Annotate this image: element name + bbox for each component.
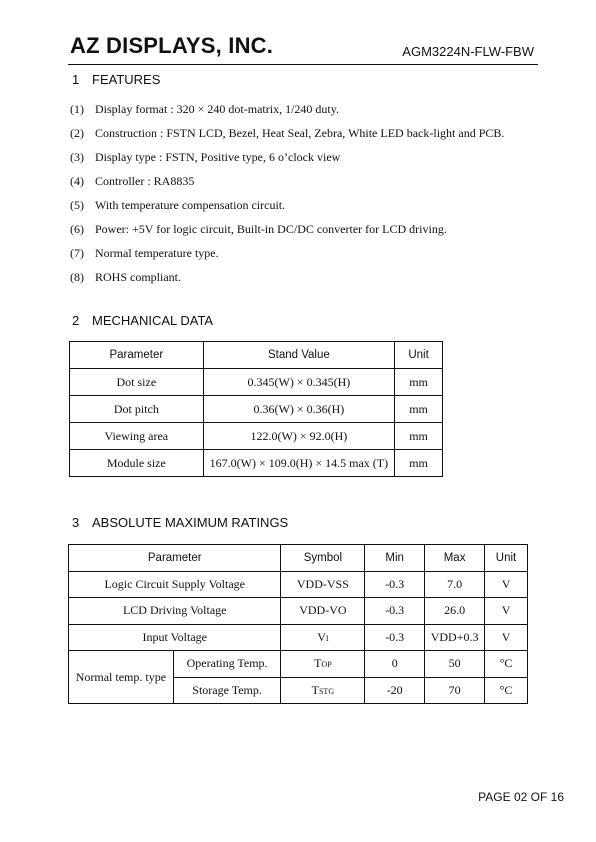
- feature-index: (7): [70, 246, 84, 260]
- table-cell: 70: [425, 677, 485, 704]
- feature-text: Display format : 320 × 240 dot-matrix, 1/240 duty.: [95, 102, 339, 116]
- feature-index: (4): [70, 174, 84, 188]
- feature-item: [70, 197, 504, 221]
- column-header: Parameter: [69, 545, 281, 572]
- feature-item: [70, 149, 504, 173]
- feature-item: [70, 269, 504, 293]
- section-label: MECHANICAL DATA: [92, 313, 214, 328]
- feature-item: [70, 245, 504, 269]
- feature-index: (3): [70, 150, 84, 164]
- column-header: Parameter: [70, 342, 204, 369]
- table-cell: VDD-VO: [281, 598, 365, 625]
- feature-text: Construction : FSTN LCD, Bezel, Heat Seal, Zebra, White LED back-light and PCB.: [95, 126, 505, 140]
- column-header: Min: [365, 545, 425, 572]
- table-row: [70, 450, 443, 477]
- feature-index: (1): [70, 102, 84, 116]
- table-cell: Operating Temp.: [173, 651, 281, 678]
- symbol-subscript: OP: [321, 660, 332, 670]
- table-row: [70, 396, 443, 423]
- feature-item: [70, 101, 504, 125]
- table-header-row: [70, 342, 443, 369]
- table-cell: -0.3: [365, 571, 425, 598]
- table-cell: 26.0: [425, 598, 485, 625]
- table-cell: [281, 651, 365, 678]
- table-cell: mm: [395, 369, 443, 396]
- table-row: [69, 624, 528, 651]
- page-number: PAGE 02 OF 16: [478, 790, 564, 804]
- table-cell: Dot pitch: [70, 396, 204, 423]
- table-cell: V: [485, 624, 528, 651]
- table-cell: V: [485, 571, 528, 598]
- symbol-main: T: [311, 682, 319, 697]
- table-row: [70, 369, 443, 396]
- symbol-subscript: I: [325, 633, 329, 643]
- feature-text: With temperature compensation circuit.: [95, 198, 286, 212]
- feature-index: (5): [70, 198, 84, 212]
- table-cell: 0.36(W) × 0.36(H): [203, 396, 394, 423]
- table-cell: 0: [365, 651, 425, 678]
- feature-index: (6): [70, 222, 84, 236]
- table-cell: Input Voltage: [69, 624, 281, 651]
- table-cell: VDD+0.3: [425, 624, 485, 651]
- table-cell: mm: [395, 396, 443, 423]
- section-title-features: [72, 72, 160, 87]
- symbol-main: T: [314, 656, 322, 671]
- feature-index: (8): [70, 270, 84, 284]
- table-cell: °C: [485, 677, 528, 704]
- section-number: 2: [72, 313, 80, 328]
- section-title-mechanical: [72, 313, 213, 328]
- table-cell: mm: [395, 423, 443, 450]
- table-row: [70, 423, 443, 450]
- table-row: [69, 598, 528, 625]
- company-name: AZ DISPLAYS, INC.: [70, 33, 274, 58]
- feature-text: Controller : RA8835: [95, 174, 195, 188]
- group-label-cell: Normal temp. type: [69, 651, 174, 704]
- table-cell: °C: [485, 651, 528, 678]
- table-row: [69, 651, 528, 678]
- section-label: FEATURES: [92, 72, 161, 87]
- column-header: Max: [425, 545, 485, 572]
- feature-index: (2): [70, 126, 84, 140]
- symbol-main: V: [317, 629, 326, 644]
- table-cell: Dot size: [70, 369, 204, 396]
- table-cell: Logic Circuit Supply Voltage: [69, 571, 281, 598]
- table-cell: V: [485, 598, 528, 625]
- table-cell: -0.3: [365, 598, 425, 625]
- table-cell: -20: [365, 677, 425, 704]
- column-header: Stand Value: [203, 342, 394, 369]
- section-number: 3: [72, 515, 80, 530]
- table-header-row: [69, 545, 528, 572]
- column-header: Symbol: [281, 545, 365, 572]
- table-cell: Module size: [70, 450, 204, 477]
- table-cell: LCD Driving Voltage: [69, 598, 281, 625]
- feature-item: [70, 173, 504, 197]
- page-header: [68, 30, 538, 65]
- table-cell: 122.0(W) × 92.0(H): [203, 423, 394, 450]
- section-number: 1: [72, 72, 80, 87]
- table-cell: 0.345(W) × 0.345(H): [203, 369, 394, 396]
- column-header: Unit: [485, 545, 528, 572]
- feature-text: Power: +5V for logic circuit, Built-in DC/DC converter for LCD driving.: [95, 222, 447, 236]
- table-cell: 50: [425, 651, 485, 678]
- section-label: ABSOLUTE MAXIMUM RATINGS: [92, 515, 289, 530]
- symbol-subscript: STG: [318, 686, 335, 696]
- feature-text: ROHS compliant.: [95, 270, 181, 284]
- feature-item: [70, 221, 504, 245]
- table-cell: 7.0: [425, 571, 485, 598]
- absolute-ratings-table: [68, 544, 528, 704]
- mechanical-data-table: [69, 341, 443, 477]
- table-cell: mm: [395, 450, 443, 477]
- feature-item: [70, 125, 504, 149]
- table-cell: 167.0(W) × 109.0(H) × 14.5 max (T): [203, 450, 394, 477]
- table-cell: [281, 677, 365, 704]
- column-header: Unit: [395, 342, 443, 369]
- table-cell: VDD-VSS: [281, 571, 365, 598]
- model-number: AGM3224N-FLW-FBW: [402, 44, 534, 59]
- section-title-absolute-ratings: [72, 515, 288, 530]
- table-cell: -0.3: [365, 624, 425, 651]
- table-row: [69, 571, 528, 598]
- table-cell: Storage Temp.: [173, 677, 281, 704]
- feature-text: Display type : FSTN, Positive type, 6 o’clock view: [95, 150, 341, 164]
- features-list: [70, 101, 504, 293]
- feature-text: Normal temperature type.: [95, 246, 219, 260]
- table-cell: [281, 624, 365, 651]
- table-cell: Viewing area: [70, 423, 204, 450]
